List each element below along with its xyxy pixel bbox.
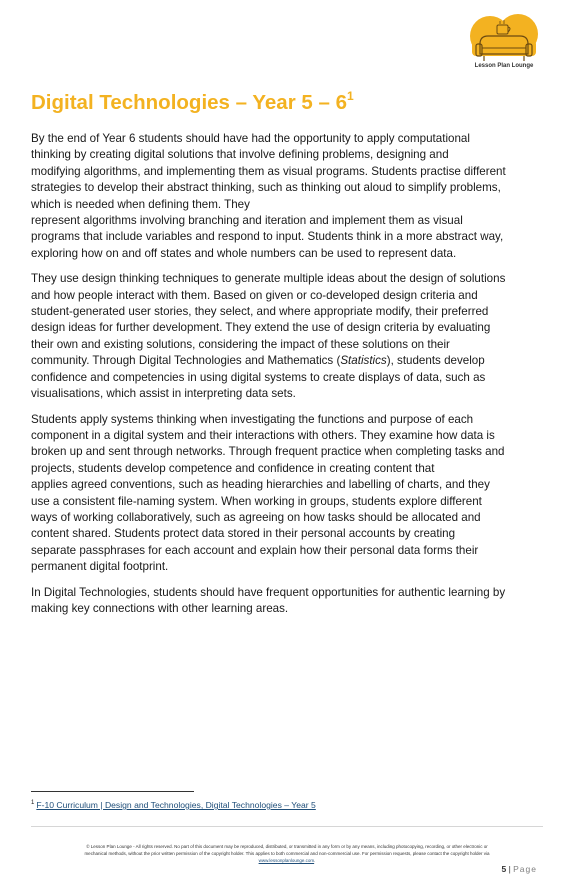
logo-caption: Lesson Plan Lounge	[474, 63, 534, 69]
text-line: use a consistent file-naming system. When working in groups, students explore different	[31, 494, 482, 508]
text-line: separate passphrases for each account and explain how their personal data forms their	[31, 543, 479, 557]
body-text	[31, 131, 543, 626]
text-line: strategies to develop their abstract thinking, such as thinking out aloud to simplify problems,	[31, 181, 501, 195]
text-line: modifying algorithms, and implementing them as visual programs. Students practise different	[31, 164, 506, 178]
paragraph-4	[31, 585, 543, 618]
text-line: design ideas for further development. They extend the use of design criteria by evaluating	[31, 321, 491, 335]
page-title	[31, 91, 354, 115]
footer-divider	[31, 826, 543, 827]
page-word: Page	[513, 864, 537, 874]
text-line: content shared. Students protect data stored in their personal accounts by creating	[31, 527, 456, 541]
text-line: By the end of Year 6 students should have had the opportunity to apply computational	[31, 132, 470, 145]
page-number-separator: |	[506, 864, 514, 874]
website-link[interactable]: www.lessonplanlounge.com	[258, 858, 315, 863]
copyright-line: mechanical methods, without the prior written permission of the copyright holder. This applies to both commercial and non-commercial use. For permission requests, please contact the copyright holder via	[84, 851, 490, 856]
text-line: thinking by creating digital solutions that involve defining problems, designing and	[31, 148, 449, 162]
text-line: ways of working collaboratively, such as agreeing on how tasks should be allocated and	[31, 510, 481, 524]
text-line: programs that include variables and respond to input. Students think in a more abstract way,	[31, 230, 504, 244]
text-line: which is needed when defining them. They	[31, 197, 250, 211]
footnote-number: 1	[31, 800, 35, 806]
text-line: making key connections with other learning areas.	[31, 601, 289, 615]
text-line: applies agreed conventions, such as heading hierarchies and labelling of charts, and they	[31, 478, 490, 492]
text-line: projects, students develop competence and confidence in creating content that	[31, 461, 435, 475]
copyright-end: .	[314, 858, 316, 863]
paragraph-3	[31, 412, 543, 576]
text-line: In Digital Technologies, students should have frequent opportunities for authentic learning by	[31, 585, 506, 599]
text-line: component in a digital system and their interactions with others. They examine how data is	[31, 428, 495, 442]
title-footnote-ref[interactable]: 1	[346, 89, 354, 103]
italic-term: Statistics	[340, 354, 387, 368]
paragraph-2	[31, 271, 543, 402]
page-title-text: Digital Technologies – Year 5 – 6	[31, 91, 347, 114]
copyright-notice	[31, 843, 543, 864]
text-line: They use design thinking techniques to generate multiple ideas about the design of solutions	[31, 272, 506, 286]
text-line: visualisations, which assist in interpreting data sets.	[31, 387, 296, 401]
copyright-line	[31, 857, 543, 864]
text-segment: community. Through Digital Technologies and Mathematics (	[31, 354, 341, 368]
footnote-link[interactable]: F-10 Curriculum | Design and Technologies, Digital Technologies – Year 5	[36, 800, 316, 810]
text-line: permanent digital footprint.	[31, 560, 169, 574]
text-line: confidence and competencies in using digital systems to create displays of data, such as	[31, 370, 486, 384]
text-line: broken up and sent through networks. Through frequent practice when completing tasks and	[31, 445, 505, 459]
text-line: Students apply systems thinking when investigating the functions and purpose of each	[31, 412, 474, 426]
text-line: represent algorithms involving branching and iteration and implement them as visual	[31, 214, 463, 228]
footnote	[31, 800, 316, 810]
text-line: exploring how on and off states and whole numbers can be used to represent data.	[31, 246, 457, 260]
page-number	[501, 864, 537, 874]
text-line: student-generated user stories, they select, and where appropriate modify, their preferred	[31, 305, 489, 319]
text-line: their own and existing solutions, considering the impact of these solutions on their	[31, 337, 450, 351]
text-segment: ), students develop	[386, 354, 485, 368]
paragraph-1	[31, 131, 543, 262]
text-line-with-italic	[31, 353, 543, 369]
footnote-separator	[31, 791, 194, 792]
copyright-line: © Lesson Plan Lounge - All rights reserved. No part of this document may be reproduced, distributed, or transmitted in any form or by any means, including photocopying, recording, or other electronic or	[86, 844, 488, 849]
page-number-value: 5	[501, 864, 507, 874]
text-line: and how people interact with them. Based on given or co-developed design criteria and	[31, 288, 478, 302]
